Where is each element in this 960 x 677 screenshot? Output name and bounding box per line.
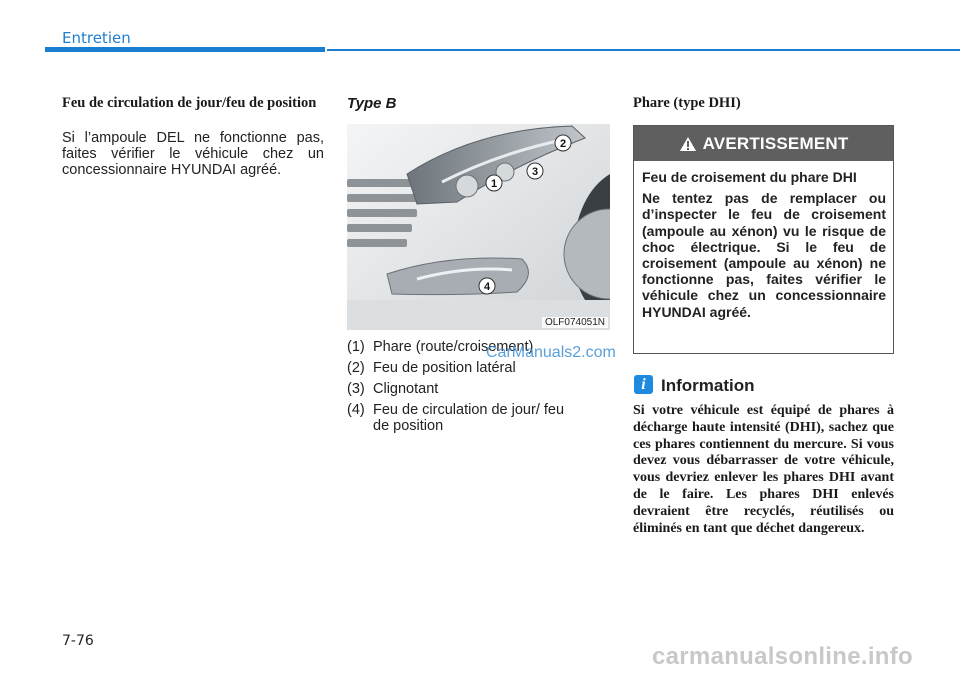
headlamp-photo bbox=[347, 124, 610, 330]
legend-item-2 bbox=[347, 360, 609, 376]
type-b-heading: Type B bbox=[347, 95, 397, 112]
page-number: 7-76 bbox=[62, 633, 94, 649]
drl-body: Si l’ampoule DEL ne fonctionne pas, faites vérifier le véhicule chez un concessionnaire HYUNDAI agréé. bbox=[62, 130, 324, 178]
header-rule-thin bbox=[327, 49, 960, 51]
legend-num: (3) bbox=[347, 381, 365, 397]
dhi-heading: Phare (type DHI) bbox=[633, 95, 741, 111]
legend-item-4 bbox=[347, 402, 609, 434]
drl-heading: Feu de circulation de jour/feu de position bbox=[62, 95, 317, 111]
callout-3-label: 3 bbox=[531, 166, 539, 178]
legend-text: Feu de position latéral bbox=[373, 360, 516, 376]
callout-1-label: 1 bbox=[490, 178, 498, 190]
info-title: Information bbox=[661, 376, 755, 395]
info-body: Si votre véhicule est équipé de phares à décharge haute intensité (DHI), sachez que ces phares contiennent du mercure. Si vous devez vous débarrasser de votre véhicule, vous devriez enlever les phares DHI avant de le faire. Les phares DHI enlevés devraient être recyclés, réutilisés ou éliminés en tant que déchet dangereux. bbox=[633, 403, 894, 536]
legend-text: Phare (route/croisement) bbox=[373, 339, 534, 355]
warning-content bbox=[642, 169, 886, 325]
carmanuals-watermark: CarManuals2.com bbox=[486, 344, 616, 361]
section-title: Entretien bbox=[62, 29, 131, 47]
callout-4-label: 4 bbox=[483, 281, 491, 293]
callout-4 bbox=[479, 278, 495, 294]
callout-1 bbox=[486, 175, 502, 191]
callout-2-label: 2 bbox=[559, 138, 567, 150]
site-watermark: carmanualsonline.info bbox=[652, 643, 914, 670]
warning-bar bbox=[634, 126, 893, 161]
callout-3 bbox=[527, 163, 543, 179]
info-icon: i bbox=[634, 375, 653, 394]
header-rule-thick bbox=[45, 47, 325, 52]
image-code: OLF074051N bbox=[542, 317, 608, 328]
warning-box bbox=[633, 125, 894, 354]
warning-title: Feu de croisement du phare DHI bbox=[642, 169, 857, 185]
warning-body: Ne tentez pas de remplacer ou d’inspecter le feu de croisement (ampoule au xénon) vu le risque de choc électrique. Si le feu de croisement (ampoule au xénon) ne fonctionne pas, faites vérifier le véhicule chez un concessionnaire HYUNDAI agréé. bbox=[642, 190, 886, 320]
callout-2 bbox=[555, 135, 571, 151]
legend-num: (1) bbox=[347, 339, 365, 355]
legend-num: (2) bbox=[347, 360, 365, 376]
legend-text: Feu de circulation de jour/ feu de position bbox=[373, 402, 565, 434]
legend-num: (4) bbox=[347, 402, 365, 418]
legend-item-3 bbox=[347, 381, 609, 397]
headlamp-illustration bbox=[347, 124, 610, 330]
warning-triangle-icon bbox=[679, 136, 697, 152]
legend-text: Clignotant bbox=[373, 381, 439, 397]
warning-label: AVERTISSEMENT bbox=[702, 133, 849, 153]
